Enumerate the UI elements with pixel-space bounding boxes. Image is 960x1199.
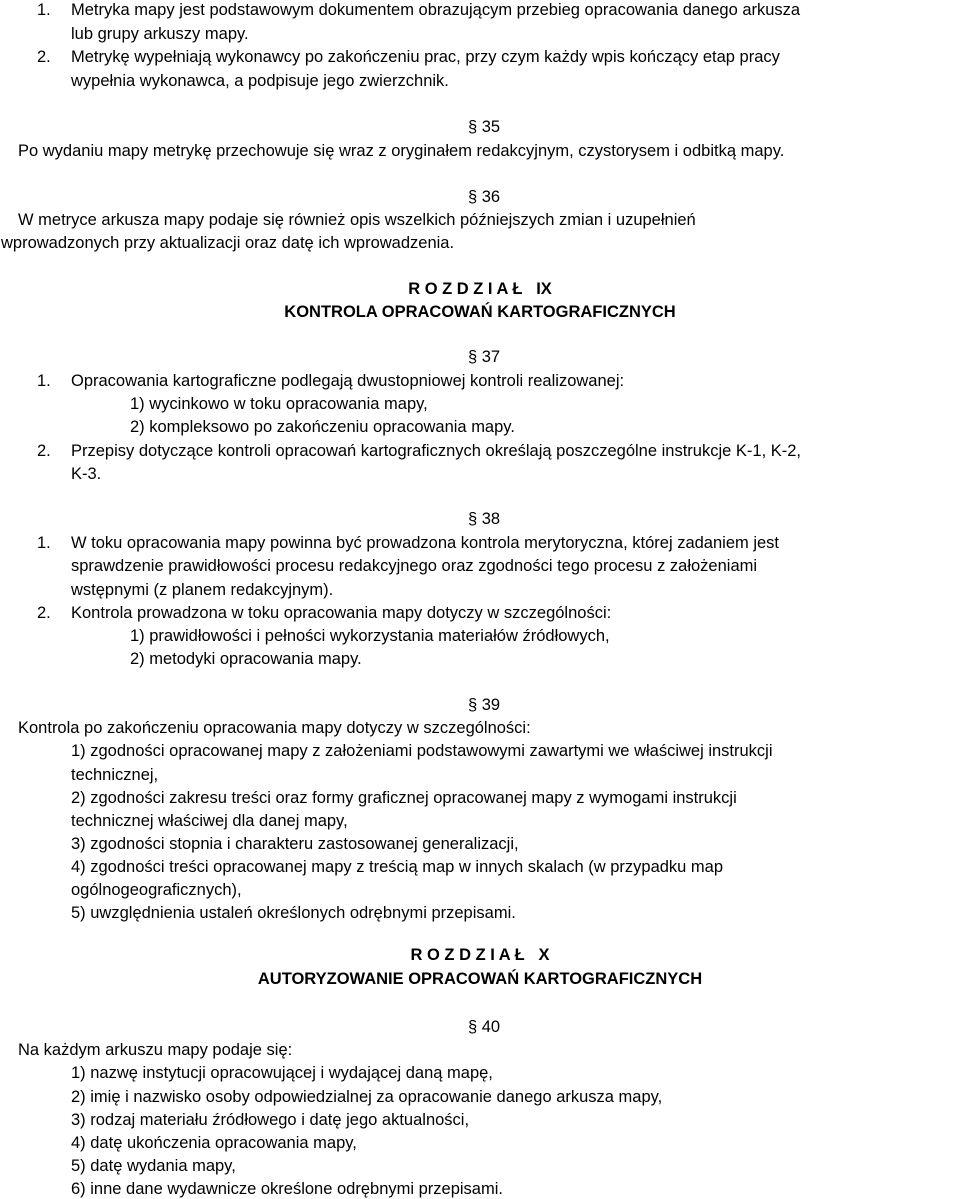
list-number: 2. [37, 442, 51, 460]
list-number: 1. [37, 1, 51, 19]
list-number: 2. [37, 604, 51, 622]
paragraph-line: W toku opracowania mapy powinna być prowadzona kontrola merytoryczna, której zadaniem jest [71, 534, 780, 552]
paragraph-line: Metryka mapy jest podstawowym dokumentem obrazującym przebieg opracowania danego arkusza [71, 1, 801, 19]
list-subitem: 2) imię i nazwisko osoby odpowiedzialnej za opracowanie danego arkusza mapy, [71, 1088, 663, 1106]
list-subitem: 1) zgodności opracowanej mapy z założeniami podstawowymi zawartymi we właściwej instrukcji [71, 742, 773, 760]
list-subitem: ogólnogeograficznych), [71, 881, 242, 899]
paragraph-line: sprawdzenie prawidłowości procesu redakcyjnego oraz zgodności tego procesu z założeniami [71, 557, 758, 575]
paragraph-line: wstępnymi (z planem redakcyjnym). [71, 581, 334, 599]
section-heading: § 36 [468, 188, 501, 206]
paragraph-line: Metrykę wypełniają wykonawcy po zakończeniu prac, przy czym każdy wpis kończący etap pracy [71, 48, 780, 66]
chapter-title: AUTORYZOWANIE OPRACOWAŃ KARTOGRAFICZNYCH [257, 970, 703, 988]
list-subitem: 4) datę ukończenia opracowania mapy, [71, 1134, 357, 1152]
list-subitem: 5) datę wydania mapy, [71, 1157, 236, 1175]
section-heading: § 35 [468, 118, 501, 136]
chapter-title: KONTROLA OPRACOWAŃ KARTOGRAFICZNYCH [284, 303, 676, 321]
list-subitem: technicznej właściwej dla danej mapy, [71, 812, 348, 830]
list-subitem: 2) zgodności zakresu treści oraz formy graficznej opracowanej mapy z wymogami instrukcji [71, 789, 737, 807]
paragraph-line: lub grupy arkuszy mapy. [71, 25, 249, 43]
list-subitem: 5) uwzględnienia ustaleń określonych odrębnymi przepisami. [71, 904, 516, 922]
paragraph-line: Kontrola po zakończeniu opracowania mapy dotyczy w szczególności: [18, 719, 531, 737]
list-subitem: 3) rodzaj materiału źródłowego i datę jego aktualności, [71, 1111, 470, 1129]
list-subitem: 6) inne dane wydawnicze określone odrębnymi przepisami. [71, 1180, 503, 1198]
section-heading: § 40 [468, 1018, 501, 1036]
list-subitem: 1) nazwę instytucji opracowującej i wydającej daną mapę, [71, 1064, 493, 1082]
list-subitem: 1) prawidłowości i pełności wykorzystania materiałów źródłowych, [130, 627, 610, 645]
paragraph-line: wprowadzonych przy aktualizacji oraz datę ich wprowadzenia. [1, 234, 455, 252]
paragraph-line: K-3. [71, 465, 102, 483]
list-subitem: technicznej, [71, 766, 159, 784]
paragraph-line: W metryce arkusza mapy podaje się również opis wszelkich późniejszych zmian i uzupełnień [18, 211, 696, 229]
section-heading: § 37 [468, 348, 501, 366]
list-subitem: 3) zgodności stopnia i charakteru zastosowanej generalizacji, [71, 835, 519, 853]
paragraph-line: Kontrola prowadzona w toku opracowania mapy dotyczy w szczególności: [71, 604, 612, 622]
paragraph-line: wypełnia wykonawca, a podpisuje jego zwierzchnik. [71, 72, 449, 90]
list-subitem: 2) metodyki opracowania mapy. [130, 650, 362, 668]
paragraph-line: Opracowania kartograficzne podlegają dwustopniowej kontroli realizowanej: [71, 372, 625, 390]
list-subitem: 4) zgodności treści opracowanej mapy z treścią map w innych skalach (w przypadku map [71, 858, 724, 876]
list-subitem: 2) kompleksowo po zakończeniu opracowania mapy. [130, 418, 515, 436]
list-number: 1. [37, 534, 51, 552]
paragraph-line: Przepisy dotyczące kontroli opracowań kartograficznych określają poszczególne instrukcje K-1, K-2, [71, 442, 802, 460]
list-subitem: 1) wycinkowo w toku opracowania mapy, [130, 395, 428, 413]
paragraph-line: Na każdym arkuszu mapy podaje się: [18, 1041, 293, 1059]
section-heading: § 39 [468, 696, 501, 714]
list-number: 2. [37, 48, 51, 66]
section-heading: § 38 [468, 510, 501, 528]
chapter-label: R O Z D Z I A Ł X [410, 946, 550, 964]
chapter-label: R O Z D Z I A Ł IX [408, 280, 552, 298]
list-number: 1. [37, 372, 51, 390]
paragraph-line: Po wydaniu mapy metrykę przechowuje się wraz z oryginałem redakcyjnym, czystorysem i odbitką mapy. [18, 142, 785, 160]
